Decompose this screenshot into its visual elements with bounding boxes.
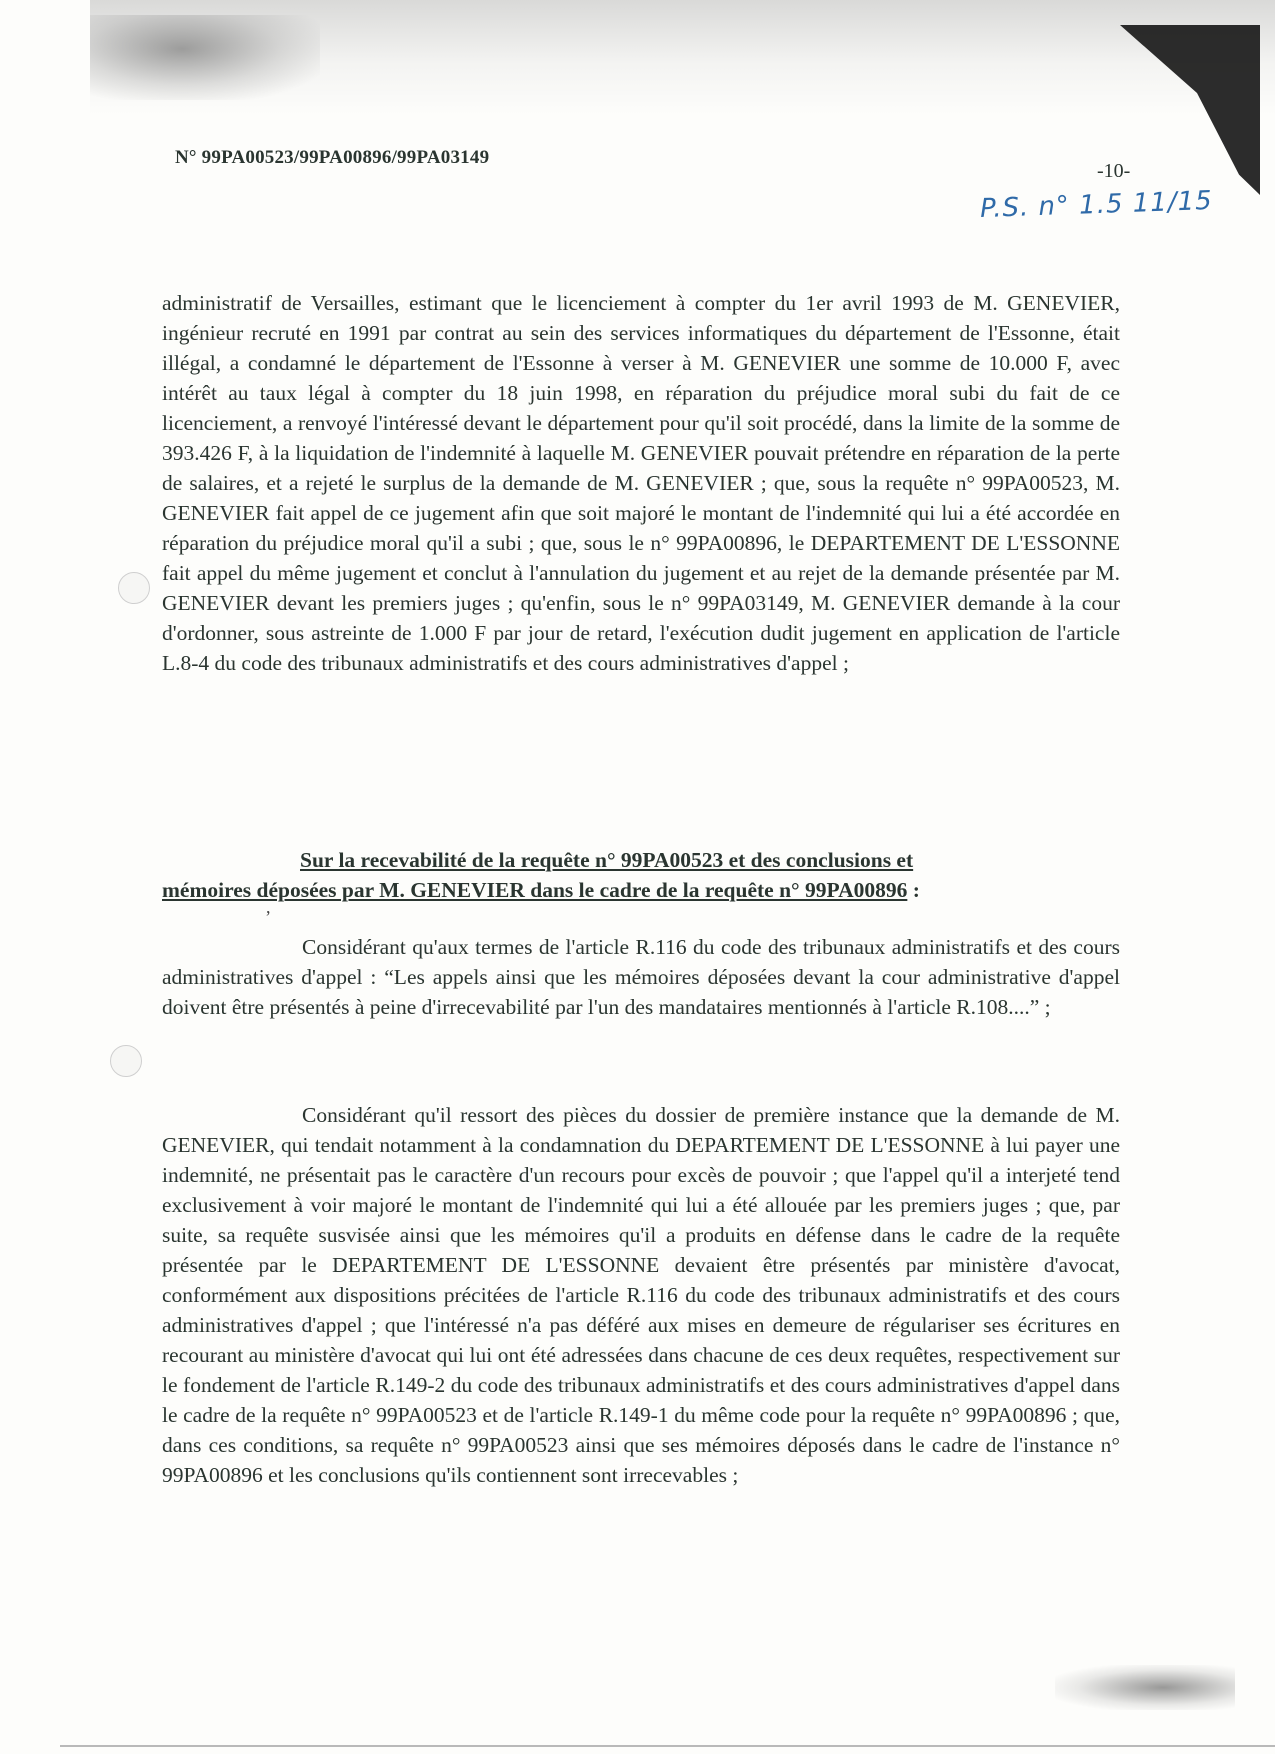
stray-mark: , (266, 897, 271, 917)
paragraph-considerant-1: Considérant qu'aux termes de l'article R.116 du code des tribunaux administratifs et des cours administratives d'appel : “Les appels ainsi que les mémoires déposées devant la cour administrative d'appel doivent être présentés à peine d'irrecevabilité par l'un des mandataires mentionnés à l'article R.108....” ; (162, 935, 1120, 1019)
section-heading-line1: Sur la recevabilité de la requête n° 99PA00523 et des conclusions et (300, 848, 914, 872)
paragraph-considerant-2: Considérant qu'il ressort des pièces du dossier de première instance que la demande de M. GENEVIER, qui tendait notamment à la condamnation du DEPARTEMENT DE L'ESSONNE à lui payer une indemnité, ne présentait pas le caractère d'un recours pour excès de pouvoir ; que l'appel qu'il a interjeté tend exclusivement à voir majoré le montant de l'indemnité qui lui a été allouée par les premiers juges ; que, par suite, sa requête susvisée ainsi que les mémoires qu'il a produits en défense dans le cadre de la requête présentée par le DEPARTEMENT DE L'ESSONNE devaient être présentés par ministère d'avocat, conformément aux dispositions précitées de l'article R.116 du code des tribunaux administratifs et des cours administratives d'appel ; que l'intéressé n'a pas déféré aux mises en demeure de régulariser ses écritures en recourant au ministère d'avocat qui lui ont été adressées dans chacune de ces deux requêtes, respectivement sur le fondement de l'article R.149-2 du code des tribunaux administratifs et des cours administratives d'appel dans le cadre de la requête n° 99PA00523 et de l'article R.149-1 du même code pour la requête n° 99PA00896 ; que, dans ces conditions, sa requête n° 99PA00523 ainsi que ses mémoires déposés dans le cadre de l'instance n° 99PA00896 et les conclusions qu'ils contiennent sont irrecevables ; (162, 1103, 1120, 1487)
section-heading (162, 845, 1120, 905)
scan-smudge-bottom (1055, 1665, 1235, 1710)
handwritten-annotation: P.S. n° 1.5 11/15 (979, 185, 1214, 225)
section-heading-line2: mémoires déposées par M. GENEVIER dans le cadre de la requête n° 99PA00896 (162, 878, 908, 902)
punch-hole-mark (118, 572, 150, 604)
page-number: -10- (1097, 160, 1131, 182)
page-edge (60, 1745, 1275, 1747)
section-heading-colon: : (907, 878, 920, 902)
paragraph-procedure: administratif de Versailles, estimant que le licenciement à compter du 1er avril 1993 de M. GENEVIER, ingénieur recruté en 1991 par contrat au sein des services informatiques du département de l'Essonne, était illégal, a condamné le département de l'Essonne à verser à M. GENEVIER une somme de 10.000 F, avec intérêt au taux légal à compter du 18 juin 1998, en réparation du préjudice moral subi du fait de ce licenciement, a renvoyé l'intéressé devant le département pour qu'il soit procédé, dans la limite de la somme de 393.426 F, à la liquidation de l'indemnité à laquelle M. GENEVIER pouvait prétendre en réparation de la perte de salaires, et a rejeté le surplus de la demande de M. GENEVIER ; que, sous la requête n° 99PA00523, M. GENEVIER fait appel de ce jugement afin que soit majoré le montant de l'indemnité qui lui a été accordée en réparation du préjudice moral qu'il a subi ; que, sous le n° 99PA00896, le DEPARTEMENT DE L'ESSONNE fait appel du même jugement et conclut à l'annulation du jugement et au rejet de la demande présentée par M. GENEVIER devant les premiers juges ; qu'enfin, sous le n° 99PA03149, M. GENEVIER demande à la cour d'ordonner, sous astreinte de 1.000 F par jour de retard, l'exécution dudit jugement en application de l'article L.8-4 du code des tribunaux administratifs et des cours administratives d'appel ; (162, 291, 1120, 675)
case-number: N° 99PA00523/99PA00896/99PA03149 (175, 147, 490, 168)
scan-smudge-top-left (90, 15, 320, 100)
punch-hole-mark (110, 1045, 142, 1077)
